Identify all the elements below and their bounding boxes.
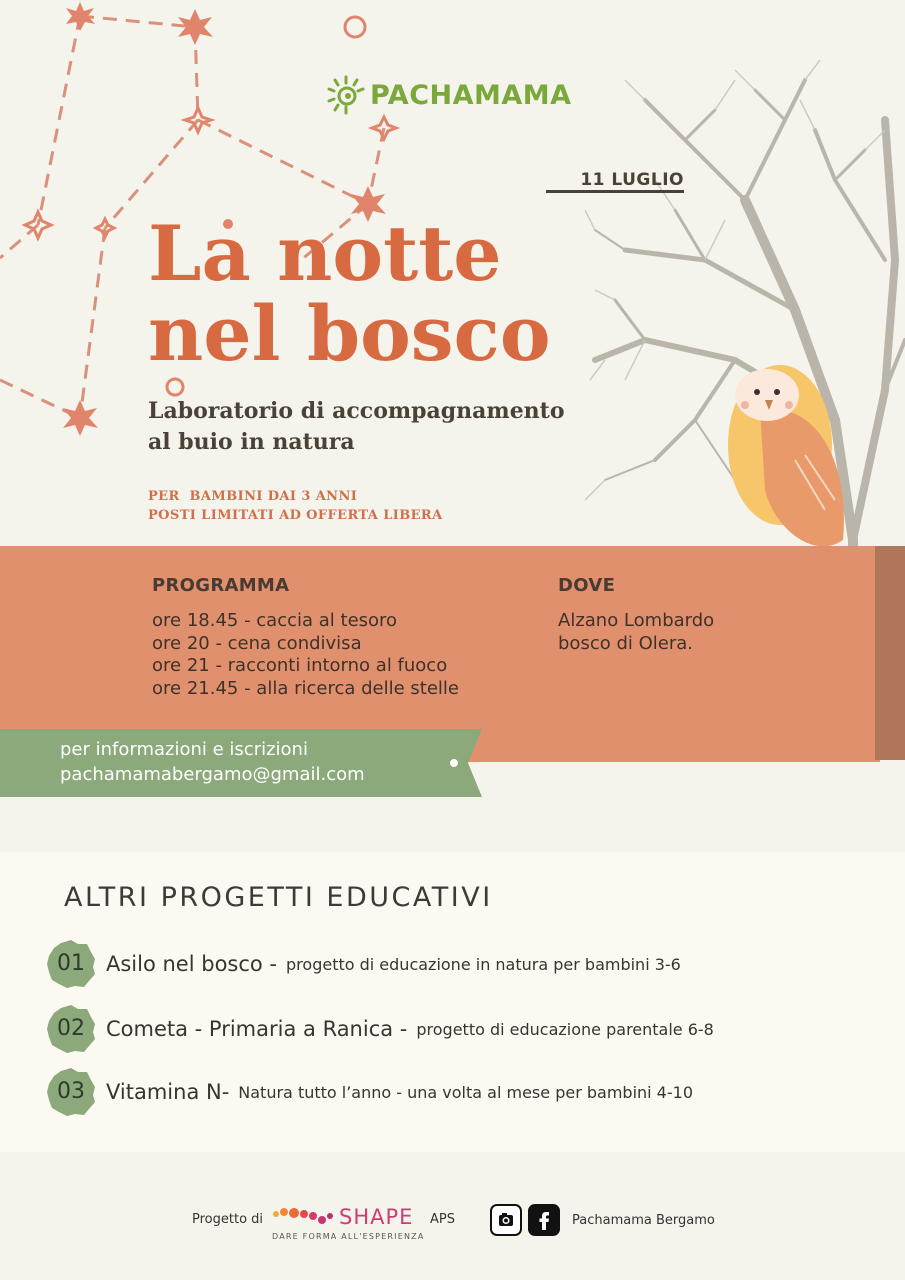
- project-description: progetto di educazione parentale 6-8: [416, 1019, 714, 1039]
- dove-heading: DOVE: [558, 575, 616, 596]
- programma-list: [152, 610, 459, 701]
- dove-item: Alzano Lombardo: [558, 610, 715, 631]
- dove-item: bosco di Olera.: [558, 632, 693, 654]
- dove-list: [558, 610, 714, 655]
- projects-heading: ALTRI PROGETTI EDUCATIVI: [64, 882, 493, 913]
- footer-label: Progetto di: [192, 1212, 264, 1227]
- project-description: Natura tutto l’anno - una volta al mese per bambini 4-10: [238, 1082, 693, 1102]
- project-name: Cometa - Primaria a Ranica -: [106, 1017, 408, 1041]
- project-number-badge: 01: [46, 939, 96, 989]
- programma-item: ore 18.45 - caccia al tesoro: [152, 610, 398, 631]
- pachamama-logo: [326, 70, 572, 120]
- programma-item: ore 20 - cena condivisa: [152, 632, 362, 654]
- project-number-badge: 03: [46, 1067, 96, 1117]
- subtitle-line-1: Laboratorio di accompagnamento: [148, 398, 565, 424]
- info-text: [60, 737, 365, 787]
- date-underline: [546, 190, 684, 193]
- shape-suffix: APS: [430, 1212, 455, 1227]
- project-name: Asilo nel bosco -: [106, 952, 278, 976]
- event-date: 11 LUGLIO: [580, 170, 684, 190]
- event-subtitle: [148, 396, 628, 458]
- shape-tagline: DARE FORMA ALL'ESPERIENZA: [272, 1232, 425, 1241]
- project-description: progetto di educazione in natura per bambini 3-6: [286, 954, 681, 974]
- event-title: [148, 209, 618, 378]
- subtitle-line-2: al buio in natura: [148, 429, 355, 455]
- title-line-2: nel bosco: [148, 289, 551, 378]
- project-item: [46, 1003, 714, 1055]
- project-item: [46, 1066, 693, 1118]
- sun-spiral-icon: [326, 75, 366, 115]
- tree-trunk: [875, 546, 905, 760]
- target-line-2: POSTI LIMITATI AD OFFERTA LIBERA: [148, 508, 443, 523]
- social-account-name: Pachamama Bergamo: [572, 1213, 715, 1228]
- title-line-1: La notte: [148, 209, 502, 298]
- project-item: [46, 938, 681, 990]
- programma-item: ore 21.45 - alla ricerca delle stelle: [152, 678, 459, 700]
- project-number-badge: 02: [46, 1004, 96, 1054]
- event-target-audience: [148, 487, 628, 525]
- logo-text: PACHAMAMA: [370, 79, 572, 111]
- programma-heading: PROGRAMMA: [152, 575, 290, 596]
- contact-email[interactable]: pachamamabergamo@gmail.com: [60, 764, 365, 785]
- target-line-1: PER BAMBINI DAI 3 ANNI: [148, 489, 358, 504]
- instagram-icon[interactable]: [490, 1204, 522, 1236]
- shape-name: SHAPE: [339, 1205, 414, 1229]
- facebook-icon[interactable]: [528, 1204, 560, 1236]
- project-name: Vitamina N-: [106, 1080, 230, 1104]
- info-line: per informazioni e iscrizioni: [60, 739, 308, 760]
- programma-item: ore 21 - racconti intorno al fuoco: [152, 655, 448, 677]
